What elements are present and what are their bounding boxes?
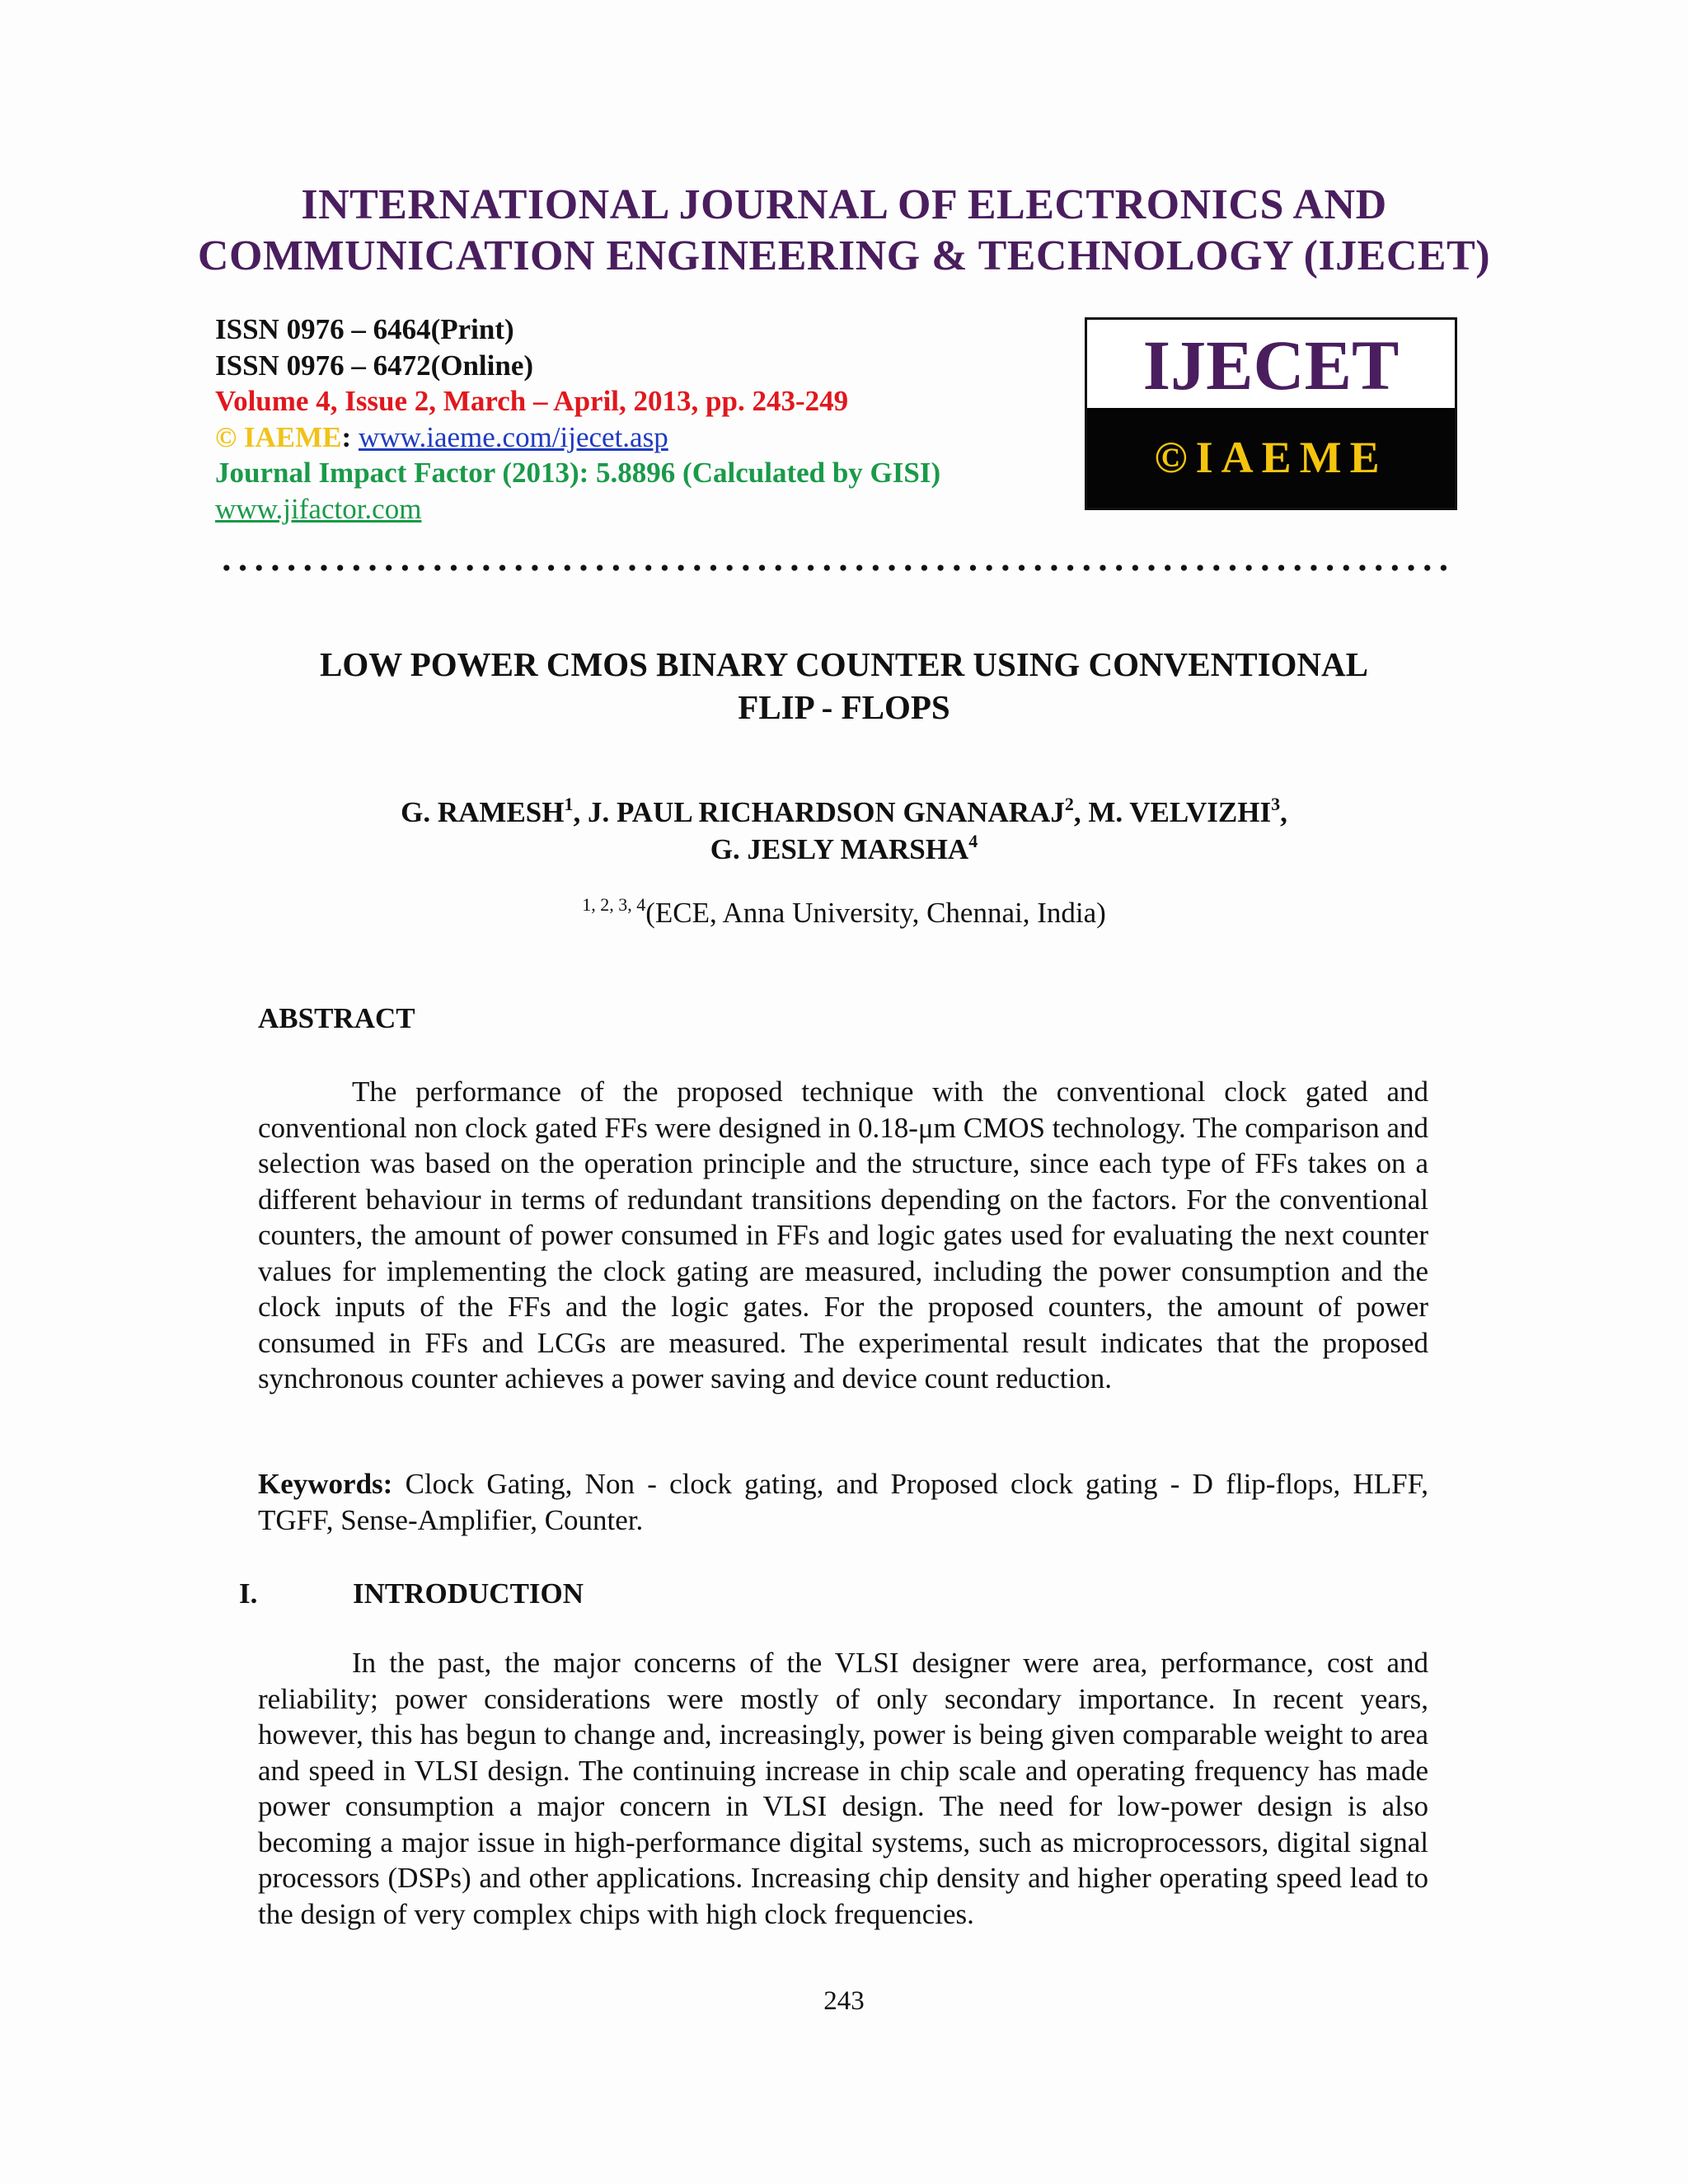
author-name: G. JESLY MARSHA <box>710 833 969 865</box>
affiliation <box>0 894 1688 931</box>
keywords <box>258 1466 1428 1538</box>
affiliation-text: (ECE, Anna University, Chennai, India) <box>645 897 1106 929</box>
iaeme-line <box>215 419 940 456</box>
logo-title: IJECET <box>1142 326 1400 405</box>
intro-heading: INTRODUCTION <box>353 1577 584 1610</box>
author-sep: , <box>573 796 588 828</box>
paper-title-line2: FLIP - FLOPS <box>738 688 950 726</box>
author-name: J. PAUL RICHARDSON GNANARAJ <box>588 796 1065 828</box>
logo-publisher: ©IAEME <box>1087 408 1455 508</box>
intro-number: I. <box>239 1577 258 1610</box>
journal-title-line1: INTERNATIONAL JOURNAL OF ELECTRONICS AND <box>301 181 1387 228</box>
iaeme-label: © IAEME <box>215 420 342 453</box>
author-sup: 3 <box>1271 794 1281 814</box>
journal-meta <box>215 312 940 527</box>
impact-factor: Journal Impact Factor (2013): 5.8896 (Calculated by GISI) <box>215 457 941 489</box>
keywords-text: Clock Gating, Non - clock gating, and Proposed clock gating - D flip-flops, HLFF, TGFF, Sense-Amplifier, Counter. <box>258 1468 1428 1536</box>
issn-online: ISSN 0976 – 6472(Online) <box>215 349 534 382</box>
author-line1 <box>0 794 1688 831</box>
dotted-divider <box>218 565 1456 571</box>
author-sup: 1 <box>564 794 574 814</box>
paper-title-line1: LOW POWER CMOS BINARY COUNTER USING CONVENTIONAL <box>320 645 1368 683</box>
author-name: M. VELVIZHI <box>1088 796 1272 828</box>
volume-info: Volume 4, Issue 2, March – April, 2013, pp. 243-249 <box>215 385 849 417</box>
jifactor-link[interactable]: www.jifactor.com <box>215 492 422 525</box>
journal-title-line2: COMMUNICATION ENGINEERING & TECHNOLOGY (IJECET) <box>197 232 1491 279</box>
author-line2 <box>0 831 1688 868</box>
abstract-text: The performance of the proposed technique with the conventional clock gated and conventional non clock gated FFs were designed in 0.18-μm CMOS technology. The comparison and selection was based on the operation principle and the structure, since each type of FFs takes on a different behaviour in terms of redundant transitions depending on the factors. For the conventional counters, the amount of power consumed in FFs and logic gates used for evaluating the next counter values for implementing the clock gating are measured, including the power consumption and the clock inputs of the FFs and the logic gates. For the proposed counters, the amount of power consumed in FFs and LCGs are measured. The experimental result indicates that the proposed synchronous counter achieves a power saving and device count reduction. <box>258 1076 1428 1394</box>
iaeme-colon: : <box>341 420 352 453</box>
author-list <box>0 794 1688 868</box>
affiliation-sup: 1, 2, 3, 4 <box>582 894 646 915</box>
abstract-heading: ABSTRACT <box>258 1002 415 1034</box>
author-sup: 2 <box>1064 794 1074 814</box>
iaeme-link[interactable]: www.iaeme.com/ijecet.asp <box>358 420 668 453</box>
keywords-label: Keywords: <box>258 1468 393 1500</box>
paper-title <box>0 643 1688 729</box>
author-sep: , <box>1073 796 1089 828</box>
issn-print: ISSN 0976 – 6464(Print) <box>215 313 514 345</box>
author-sup: 4 <box>968 831 978 851</box>
author-sep: , <box>1280 796 1287 828</box>
ijecet-logo <box>1085 317 1457 510</box>
intro-text: In the past, the major concerns of the VLSI designer were area, performance, cost and reliability; power considerations were mostly of only secondary importance. In recent years, however, this has begun to change and, increasingly, power is being given comparable weight to area and speed in VLSI design. The continuing increase in chip scale and operating frequency has made power consumption a major concern in VLSI design. The need for low-power design is also becoming a major issue in high-performance digital systems, such as microprocessors, digital signal processors (DSPs) and other applications. Increasing chip density and higher operating speed lead to the design of very complex chips with high clock frequencies. <box>258 1647 1428 1930</box>
author-name: G. RAMESH <box>401 796 565 828</box>
journal-title <box>0 180 1688 282</box>
page-number: 243 <box>823 1986 865 2016</box>
